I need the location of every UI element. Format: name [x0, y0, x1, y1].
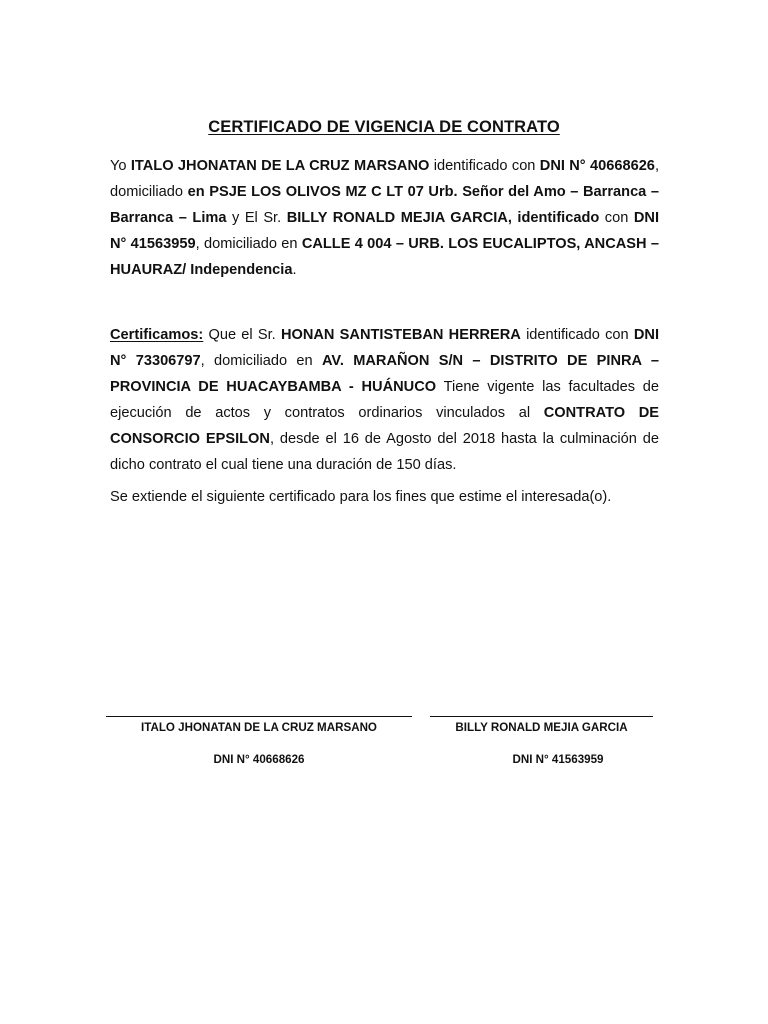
text-run: , domiciliado en	[195, 236, 302, 252]
text-run: identificado con	[520, 327, 634, 343]
text-run: y El Sr.	[226, 210, 287, 226]
text-run: Yo	[110, 158, 131, 174]
text-run-bold: DNI N° 40668626	[539, 158, 655, 174]
paragraph-parties	[110, 153, 659, 283]
document-title: CERTIFICADO DE VIGENCIA DE CONTRATO	[208, 118, 560, 136]
signature-dni-left: DNI N° 40668626	[213, 753, 305, 766]
text-run-bold: DNI N° 41563959	[110, 210, 659, 252]
signature-line-right	[430, 716, 653, 717]
text-run-bold: Certificamos:	[110, 327, 204, 343]
signature-line-left	[106, 716, 412, 717]
text-run: , domiciliado	[110, 158, 659, 200]
text-run-bold: AV. MARAÑON S/N – DISTRITO DE PINRA – PROVINCIA DE HUACAYBAMBA - HUÁNUCO	[110, 353, 659, 395]
signature-name-right: BILLY RONALD MEJIA GARCIA	[455, 721, 628, 734]
text-run-bold: CALLE 4 004 – URB. LOS EUCALIPTOS, ANCASH – HUAURAZ/ Independencia	[110, 236, 659, 278]
text-run: .	[292, 262, 297, 278]
text-run-bold: HONAN SANTISTEBAN HERRERA	[280, 327, 521, 343]
text-run: identificado con	[429, 158, 540, 174]
text-run: , desde el 16 de Agosto del 2018 hasta la culminación de dicho contrato el cual tiene una duración de 150 días.	[110, 431, 659, 473]
text-run-bold: en PSJE LOS OLIVOS MZ C LT 07 Urb. Señor del Amo – Barranca – Barranca – Lima	[110, 184, 660, 226]
text-run-bold: CONTRATO DE CONSORCIO EPSILON	[110, 405, 660, 447]
text-run-bold: DNI N° 73306797	[110, 327, 660, 369]
text-run: con	[599, 210, 634, 226]
paragraph-certification	[110, 322, 659, 478]
text-run: Que el Sr.	[203, 327, 281, 343]
signature-dni-right: DNI N° 41563959	[512, 753, 604, 766]
text-run-bold: ITALO JHONATAN DE LA CRUZ MARSANO	[130, 158, 430, 174]
text-run: Tiene vigente las facultades de ejecución de actos y contratos ordinarios vinculados al	[110, 379, 660, 421]
signature-name-left: ITALO JHONATAN DE LA CRUZ MARSANO	[141, 721, 377, 734]
text-run-bold: BILLY RONALD MEJIA GARCIA, identificado	[286, 210, 600, 226]
paragraph-closing: Se extiende el siguiente certificado para los fines que estime el interesada(o).	[110, 489, 612, 505]
text-run: , domiciliado en	[200, 353, 322, 369]
